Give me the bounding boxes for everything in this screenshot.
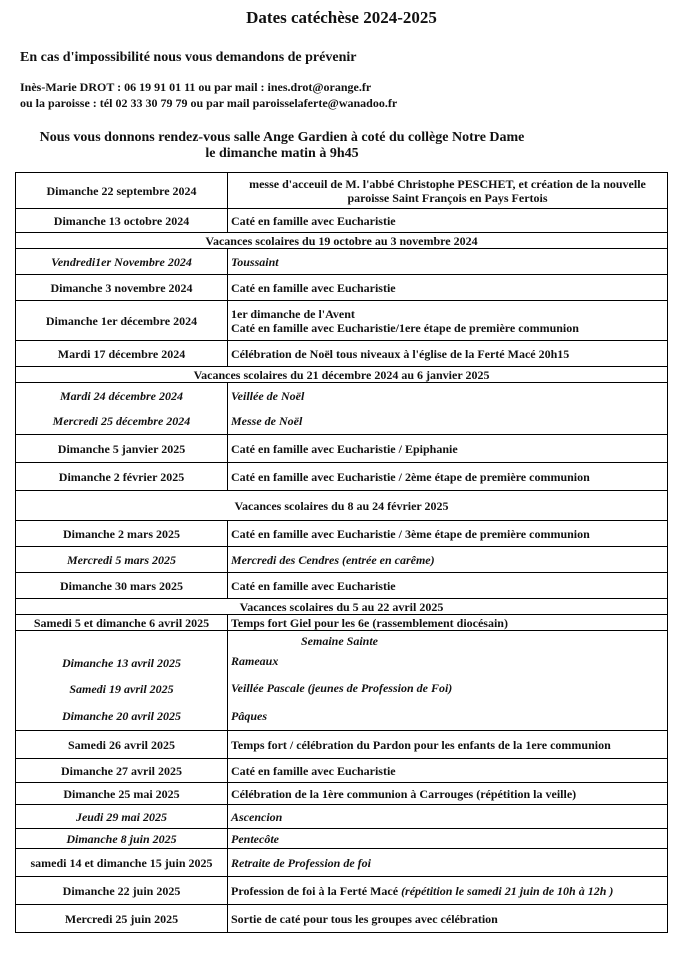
table-row (16, 275, 668, 301)
event-cell: Caté en famille avec Eucharistie / Epiphanie (228, 435, 668, 463)
contact-line-1: Inès-Marie DROT : 06 19 91 01 11 ou par mail : ines.drot@orange.fr (20, 80, 372, 94)
table-row (16, 829, 668, 849)
event-line: Veillée Pascale (jeunes de Profession de Foi) (231, 681, 453, 696)
date-cell: Mercredi 5 mars 2025 (16, 547, 228, 573)
date-line: Mardi 24 décembre 2024 (60, 389, 183, 403)
vacation-row (16, 491, 668, 521)
event-cell: Pentecôte (228, 829, 668, 849)
event-cell (228, 383, 668, 435)
table-row (16, 573, 668, 599)
event-line: Caté en famille avec Eucharistie/1ere étape de première communion (231, 320, 579, 335)
meeting-info (0, 130, 564, 162)
event-cell: Caté en famille avec Eucharistie / 3ème étape de première communion (228, 521, 668, 547)
date-cell: samedi 14 et dimanche 15 juin 2025 (16, 849, 228, 877)
vacation-row (16, 233, 668, 249)
event-cell (228, 877, 668, 905)
event-cell: Célébration de la 1ère communion à Carrouges (répétition la veille) (228, 783, 668, 805)
date-cell: Dimanche 8 juin 2025 (16, 829, 228, 849)
date-cell: Dimanche 2 mars 2025 (16, 521, 228, 547)
event-cell: Temps fort Giel pour les 6e (rassemblement diocésain) (228, 615, 668, 631)
vacation-cell: Vacances scolaires du 19 octobre au 3 novembre 2024 (16, 233, 668, 249)
date-cell: Dimanche 22 juin 2025 (16, 877, 228, 905)
table-row (16, 631, 668, 731)
date-cell: Mardi 17 décembre 2024 (16, 341, 228, 367)
event-cell: Caté en famille avec Eucharistie (228, 209, 668, 233)
event-cell: Temps fort / célébration du Pardon pour les enfants de la 1ere communion (228, 731, 668, 759)
table-row (16, 805, 668, 829)
event-line: Pâques (231, 708, 267, 723)
meeting-line-1: Nous vous donnons rendez-vous salle Ange Gardien à coté du collège Notre Dame (39, 130, 525, 145)
table-row (16, 877, 668, 905)
event-cell: Caté en famille avec Eucharistie (228, 759, 668, 783)
table-row (16, 301, 668, 341)
page-title: Dates catéchèse 2024-2025 (246, 8, 437, 27)
event-cell: Célébration de Noël tous niveaux à l'église de la Ferté Macé 20h15 (228, 341, 668, 367)
event-cell (228, 301, 668, 341)
event-cell: Sortie de caté pour tous les groupes avec célébration (228, 905, 668, 933)
date-line: Samedi 19 avril 2025 (69, 682, 174, 697)
event-cell: Toussaint (228, 249, 668, 275)
event-cell: Caté en famille avec Eucharistie (228, 275, 668, 301)
date-cell: Samedi 26 avril 2025 (16, 731, 228, 759)
table-row (16, 463, 668, 491)
event-line: paroisse Saint François en Pays Fertois (347, 190, 548, 205)
table-row (16, 173, 668, 209)
table-row (16, 383, 668, 435)
event-note: (répétition le samedi 21 juin de 10h à 12h ) (401, 883, 614, 898)
vacation-cell: Vacances scolaires du 5 au 22 avril 2025 (16, 599, 668, 615)
event-main: Profession de foi à la Ferté Macé (231, 883, 402, 898)
meeting-line-2: le dimanche matin à 9h45 (205, 146, 359, 161)
date-cell: Dimanche 2 février 2025 (16, 463, 228, 491)
date-line: Dimanche 20 avril 2025 (62, 709, 181, 724)
table-row (16, 731, 668, 759)
date-line: Mercredi 25 décembre 2024 (52, 414, 191, 428)
table-row (16, 209, 668, 233)
holy-week-label: Semaine Sainte (301, 633, 379, 648)
date-cell (16, 631, 228, 731)
event-line: Rameaux (231, 654, 279, 669)
event-line: Messe de Noël (231, 414, 303, 428)
event-cell (228, 173, 668, 209)
date-cell: Dimanche 25 mai 2025 (16, 783, 228, 805)
date-cell: Samedi 5 et dimanche 6 avril 2025 (16, 615, 228, 631)
date-cell: Dimanche 27 avril 2025 (16, 759, 228, 783)
date-cell: Dimanche 1er décembre 2024 (16, 301, 228, 341)
date-cell: Dimanche 5 janvier 2025 (16, 435, 228, 463)
date-line: Dimanche 13 avril 2025 (62, 655, 181, 670)
notice-text: En cas d'impossibilité nous vous demandons de prévenir (20, 50, 357, 65)
event-cell (228, 631, 668, 731)
date-cell: Dimanche 3 novembre 2024 (16, 275, 228, 301)
vacation-cell: Vacances scolaires du 8 au 24 février 2025 (16, 491, 668, 521)
event-cell: Caté en famille avec Eucharistie (228, 573, 668, 599)
table-row (16, 435, 668, 463)
table-row (16, 849, 668, 877)
event-line: messe d'acceuil de M. l'abbé Christophe PESCHET, et création de la nouvelle (249, 176, 646, 191)
date-cell: Vendredi1er Novembre 2024 (16, 249, 228, 275)
date-cell: Jeudi 29 mai 2025 (16, 805, 228, 829)
event-cell: Retraite de Profession de foi (228, 849, 668, 877)
event-cell: Mercredi des Cendres (entrée en carême) (228, 547, 668, 573)
event-cell: Caté en famille avec Eucharistie / 2ème étape de première communion (228, 463, 668, 491)
contact-line-2: ou la paroisse : tél 02 33 30 79 79 ou par mail paroisselaferte@wanadoo.fr (20, 96, 398, 110)
date-cell: Mercredi 25 juin 2025 (16, 905, 228, 933)
table-row (16, 783, 668, 805)
vacation-row (16, 367, 668, 383)
vacation-cell: Vacances scolaires du 21 décembre 2024 au 6 janvier 2025 (16, 367, 668, 383)
table-row (16, 249, 668, 275)
table-row (16, 759, 668, 783)
table-row (16, 521, 668, 547)
schedule-table (15, 172, 668, 933)
date-cell (16, 383, 228, 435)
event-line: 1er dimanche de l'Avent (231, 306, 355, 321)
date-cell: Dimanche 30 mars 2025 (16, 573, 228, 599)
date-cell: Dimanche 22 septembre 2024 (16, 173, 228, 209)
table-row (16, 905, 668, 933)
table-row (16, 341, 668, 367)
date-cell: Dimanche 13 octobre 2024 (16, 209, 228, 233)
event-cell: Ascencion (228, 805, 668, 829)
table-row (16, 615, 668, 631)
event-line: Veillée de Noël (231, 389, 305, 403)
vacation-row (16, 599, 668, 615)
table-row (16, 547, 668, 573)
